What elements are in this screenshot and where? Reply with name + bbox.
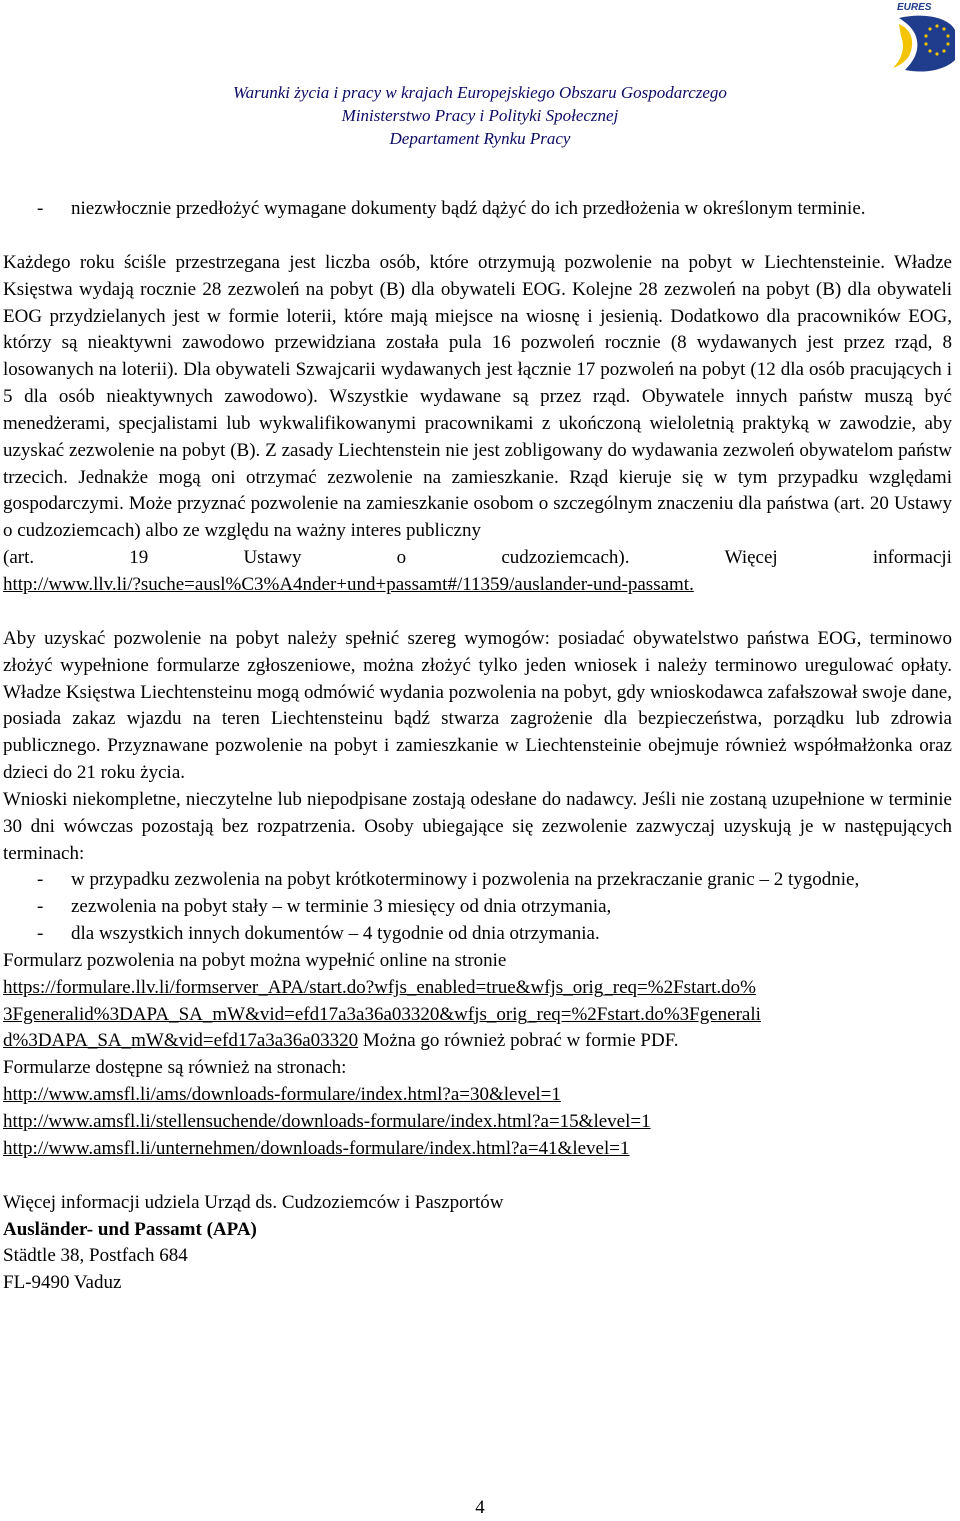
form-link-line-3[interactable]: d%3DAPA_SA_mW&vid=efd17a3a36a03320 — [3, 1030, 359, 1052]
list-item: - zezwolenia na pobyt stały – w terminie 3 miesięcy od dnia otrzymania, — [37, 896, 612, 918]
amsfl-stellensuchende-link[interactable]: http://www.amsfl.li/stellensuchende/downloads-formulare/index.html?a=15&level=1 — [3, 1111, 651, 1132]
logo-text: EURES — [897, 2, 932, 13]
tail-word: cudzoziemcach). — [501, 547, 630, 569]
tail-word: informacji — [872, 547, 952, 569]
paragraph-permits-text: Każdego roku ściśle przestrzegana jest liczba osób, które otrzymują pozwolenie na pobyt w Liechtensteinie. Władze Księstwa wydają rocznie 28 zezwoleń na pobyt (B) dla obywateli EOG. Kolejne 28 zezwoleń na pobyt (B) dla obywateli EOG przydzielanych jest w formie loterii, które mają miejsce na wiosnę i jesienią. Dodatkowo dla pracowników EOG, którzy są nieaktywni zawodowo przewidziana została pula 16 pozwoleń rocznie (8 wydawanych jest przez rząd, 8 losowanych na loterii). Dla obywateli Szwajcarii wydawanych jest łącznie 17 pozwoleń na pobyt (12 dla osób pracujących i 5 dla osób nieaktywnych zawodowo). Wszystkie wydawane są przez rząd. Obywatele innych państw muszą być menedżerami, specjalistami lub wykwalifikowanymi pracownikami z ukończoną wieloletnią praktyką w zawodzie, aby uzyskać zezwolenie na pobyt (B). Z zasady Liechtenstein nie jest zobligowany do wydawania zezwoleń obywatelom państw trzecich. Jednakże mogą oni otrzymać zezwolenie na zamieszkanie. Rząd kieruje się w tym przypadku względami gospodarczymi. Może przyznać pozwolenie na zamieszkanie osobom o szczególnym znaczeniu dla państwa (art. 20 Ustawy o cudzoziemcach) albo ze względu na ważny interes publiczny — [3, 251, 952, 542]
tail-word: Ustawy — [243, 547, 302, 569]
bullet-text: niezwłocznie przedłożyć wymagane dokumenty bądź dążyć do ich przedłożenia w określonym terminie. — [71, 198, 866, 219]
download-links — [3, 1082, 952, 1163]
header-line-2: Ministerstwo Pracy i Polityki Społecznej — [341, 106, 619, 125]
form-link-line-2[interactable]: 3Fgeneralid%3DAPA_SA_mW&vid=efd17a3a36a03320&wfjs_orig_req=%2Fstart.do%3Fgenerali — [3, 1003, 761, 1025]
paragraph-permits-tail — [3, 545, 952, 572]
list-item: - dla wszystkich innych dokumentów – 4 tygodnie od dnia otrzymania. — [37, 923, 600, 945]
address-line-2: FL-9490 Vaduz — [3, 1272, 122, 1294]
office-name: Ausländer- und Passamt (APA) — [3, 1218, 257, 1240]
paragraph-incomplete: Wnioski niekompletne, nieczytelne lub niepodpisane zostają odesłane do nadawcy. Jeśli nie zostaną uzupełnione w terminie 30 dni wówczas pozostają bez rozpatrzenia. Osoby ubiegające się zezwolenie zazwyczaj uzyskują je w następujących terminach: — [3, 788, 952, 864]
form-link-line-1[interactable]: https://formulare.llv.li/formserver_APA/start.do?wfjs_enabled=true&wfjs_orig_req=%2Fstart.do% — [3, 976, 756, 998]
amsfl-unternehmen-link[interactable]: http://www.amsfl.li/unternehmen/downloads-formulare/index.html?a=41&level=1 — [3, 1137, 630, 1159]
page-number: 4 — [475, 1497, 485, 1518]
tail-word: 19 — [129, 547, 149, 569]
tail-word: Więcej — [724, 547, 778, 569]
address-line-1: Städtle 38, Postfach 684 — [3, 1245, 188, 1267]
more-info: Więcej informacji udziela Urząd ds. Cudzoziemców i Paszportów — [3, 1191, 504, 1213]
paragraph-permits — [3, 250, 952, 545]
tail-word: (art. — [3, 547, 35, 569]
header-line-1: Warunki życia i pracy w krajach Europejskiego Obszaru Gospodarczego — [233, 83, 727, 102]
document-header — [0, 81, 960, 150]
header-line-3: Departament Rynku Pracy — [389, 129, 571, 148]
form-after-text: Można go również pobrać w formie PDF. — [358, 1030, 679, 1052]
list-item-text: w przypadku zezwolenia na pobyt krótkoterminowy i pozwolenia na przekraczanie granic – 2 tygodnie, — [71, 869, 860, 891]
list-dash: - — [37, 198, 44, 219]
forms-also: Formularze dostępne są również na stronach: — [3, 1057, 347, 1079]
list-item-text: zezwolenia na pobyt stały – w terminie 3 miesięcy od dnia otrzymania, — [71, 896, 612, 918]
llv-link[interactable]: http://www.llv.li/?suche=ausl%C3%A4nder+und+passamt#/11359/auslander-und-passamt. — [3, 573, 694, 595]
list-item — [3, 196, 952, 223]
paragraph-requirements: Aby uzyskać pozwolenie na pobyt należy spełnić szereg wymogów: posiadać obywatelstwo państwa EOG, terminowo złożyć wypełnione formularze zgłoszeniowe, można złożyć tylko jeden wniosek i należy terminowo uregulować opłaty. Władze Księstwa Liechtensteinu mogą odmówić wydania pozwolenia na pobyt, gdy wnioskodawca zafałszował swoje dane, posiada zakaz wjazdu na teren Liechtensteinu bądź stwarza zagrożenie dla bezpieczeństwa, porządku lub zdrowia publicznego. Przyznawane pozwolenie na pobyt i zamieszkanie w Liechtensteinie obejmuje również współmałżonka oraz dzieci do 21 roku życia. — [3, 627, 952, 784]
tail-word: o — [396, 547, 407, 569]
form-intro: Formularz pozwolenia na pobyt można wypełnić online na stronie — [3, 949, 507, 971]
document-body — [3, 196, 952, 1297]
list-item: - w przypadku zezwolenia na pobyt krótkoterminowy i pozwolenia na przekraczanie granic – 2 tygodnie, — [37, 869, 860, 891]
list-item-text: dla wszystkich innych dokumentów – 4 tygodnie od dnia otrzymania. — [71, 923, 600, 945]
eures-logo — [885, 0, 960, 78]
form-link-line-3-row — [3, 1028, 952, 1055]
amsfl-ams-link[interactable]: http://www.amsfl.li/ams/downloads-formulare/index.html?a=30&level=1 — [3, 1084, 561, 1106]
